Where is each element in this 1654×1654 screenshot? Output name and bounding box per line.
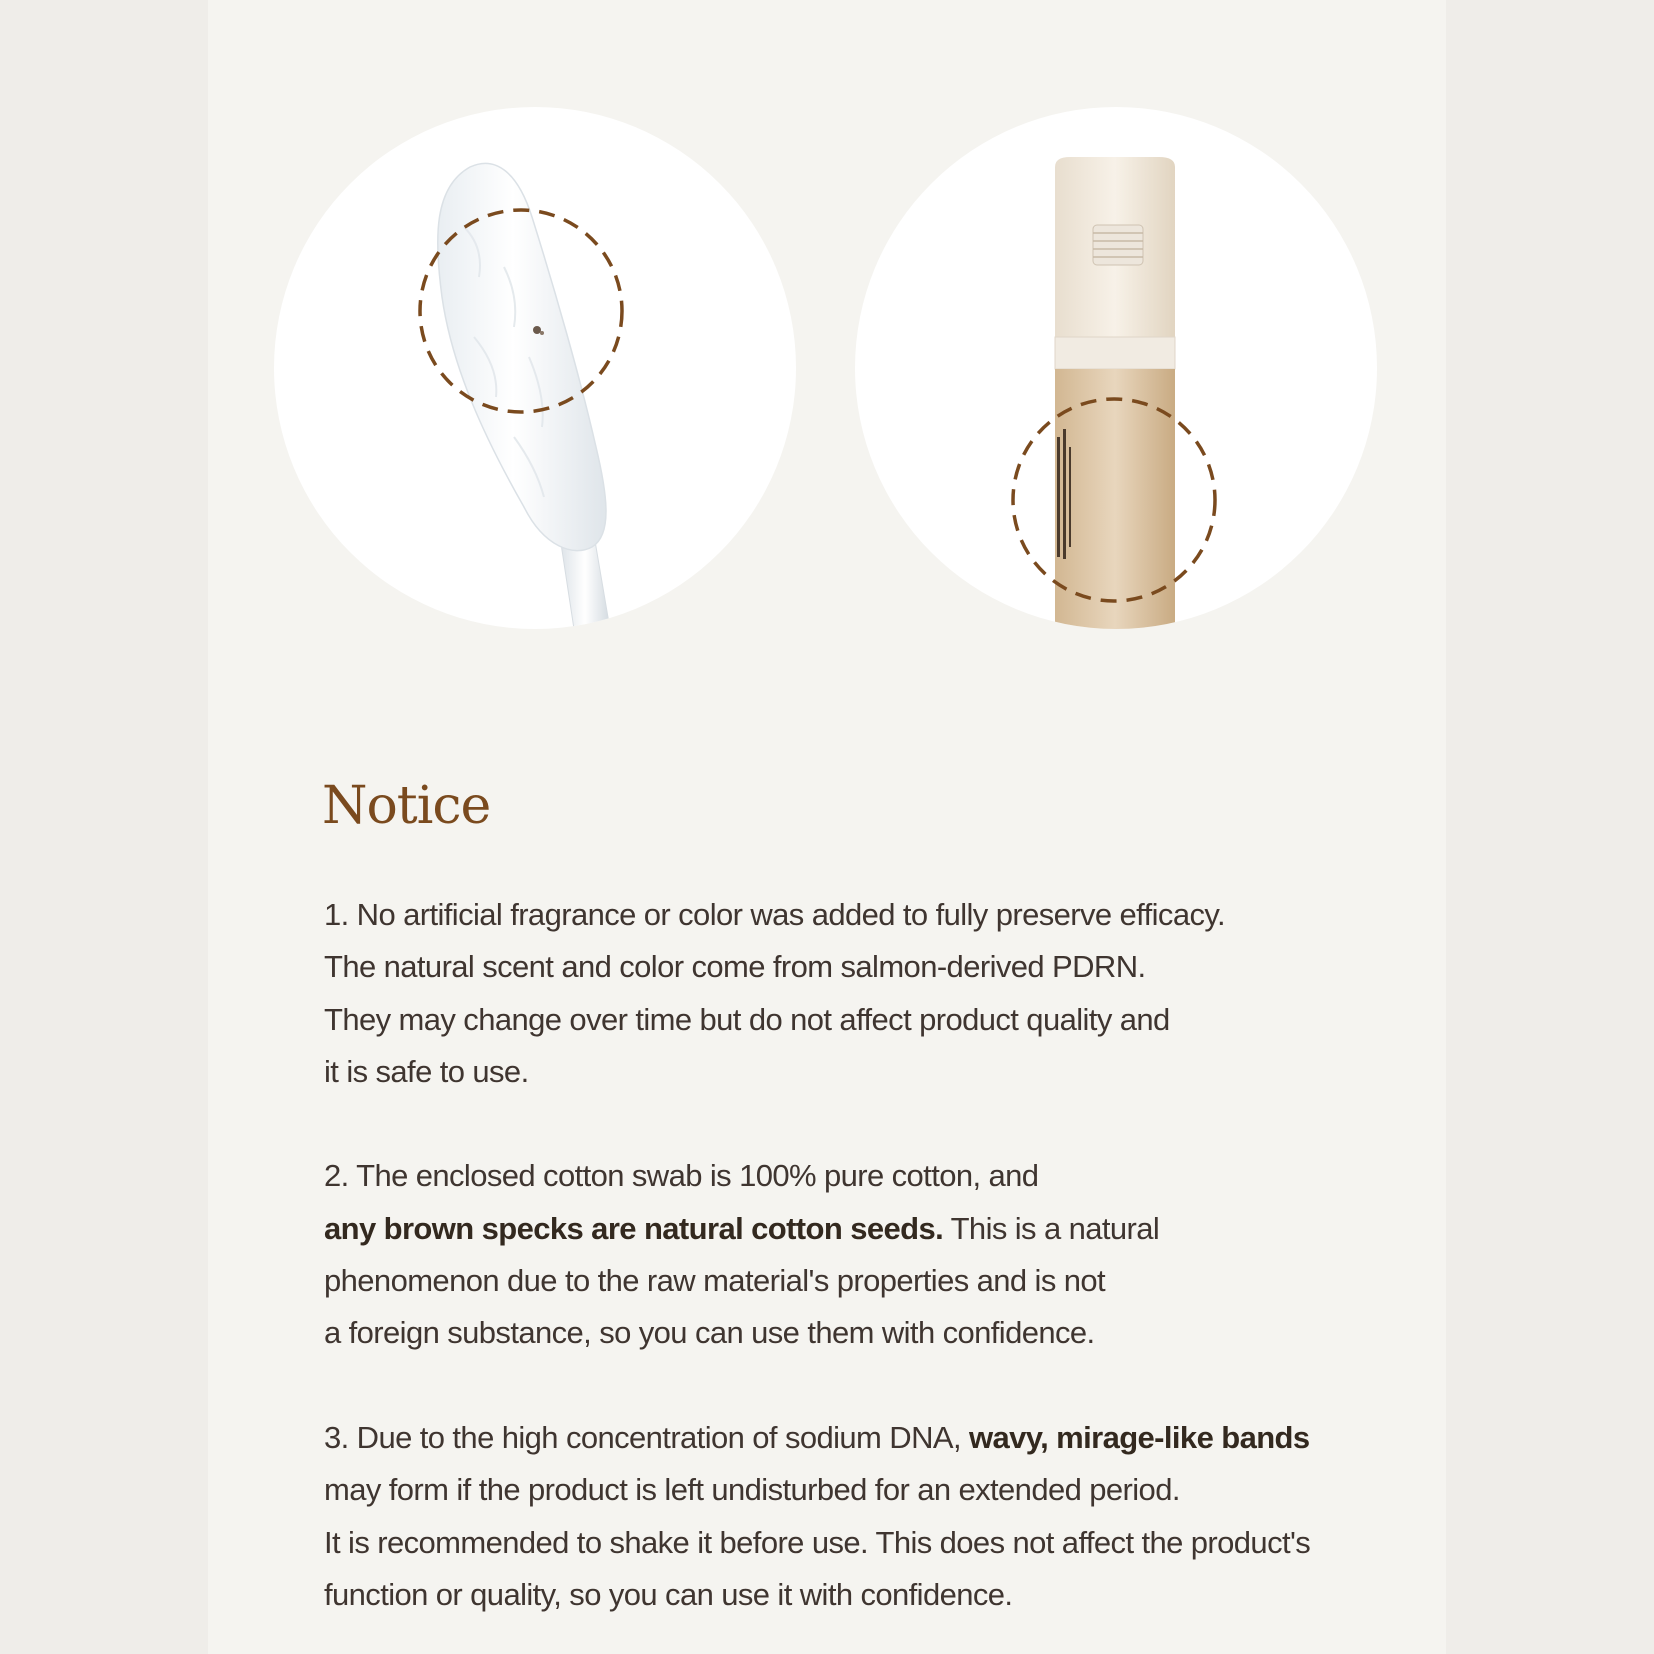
notice-item-2-line: phenomenon due to the raw material's properties and is not bbox=[324, 1263, 1106, 1299]
serum-bottle-icon bbox=[855, 107, 1377, 629]
notice-item-2-line: a foreign substance, so you can use them with confidence. bbox=[324, 1315, 1095, 1351]
notice-item-1-line: They may change over time but do not affect product quality and bbox=[324, 1001, 1170, 1037]
notice-item-2-line bbox=[324, 1203, 1364, 1255]
notice-item-3-line: It is recommended to shake it before use. This does not affect the product's bbox=[324, 1524, 1311, 1560]
notice-item-2-emphasis: any brown specks are natural cotton seeds. bbox=[324, 1210, 944, 1246]
serum-bottle-image bbox=[855, 107, 1377, 629]
notice-item-2-text: This is a natural bbox=[943, 1210, 1160, 1246]
notice-item-2 bbox=[324, 1150, 1364, 1359]
notice-item-3-text: 3. Due to the high concentration of sodium DNA, bbox=[324, 1419, 969, 1455]
cotton-swab-image bbox=[274, 107, 796, 629]
notice-title: Notice bbox=[322, 776, 491, 836]
cotton-swab-icon bbox=[274, 107, 796, 629]
notice-item-1-line: it is safe to use. bbox=[324, 1053, 529, 1089]
notice-item-2-line: 2. The enclosed cotton swab is 100% pure cotton, and bbox=[324, 1158, 1039, 1194]
notice-item-3-line: function or quality, so you can use it with confidence. bbox=[324, 1576, 1013, 1612]
notice-item-1-line: 1. No artificial fragrance or color was added to fully preserve efficacy. bbox=[324, 897, 1225, 932]
notice-list bbox=[324, 889, 1364, 1621]
notice-item-3-emphasis: wavy, mirage-like bands bbox=[968, 1419, 1310, 1455]
notice-item-3 bbox=[324, 1412, 1364, 1621]
notice-item-3-line bbox=[324, 1412, 1364, 1464]
notice-item-1 bbox=[324, 889, 1364, 1098]
notice-item-1-line: The natural scent and color come from salmon-derived PDRN. bbox=[324, 949, 1146, 985]
notice-item-3-line: may form if the product is left undisturbed for an extended period. bbox=[324, 1472, 1180, 1508]
